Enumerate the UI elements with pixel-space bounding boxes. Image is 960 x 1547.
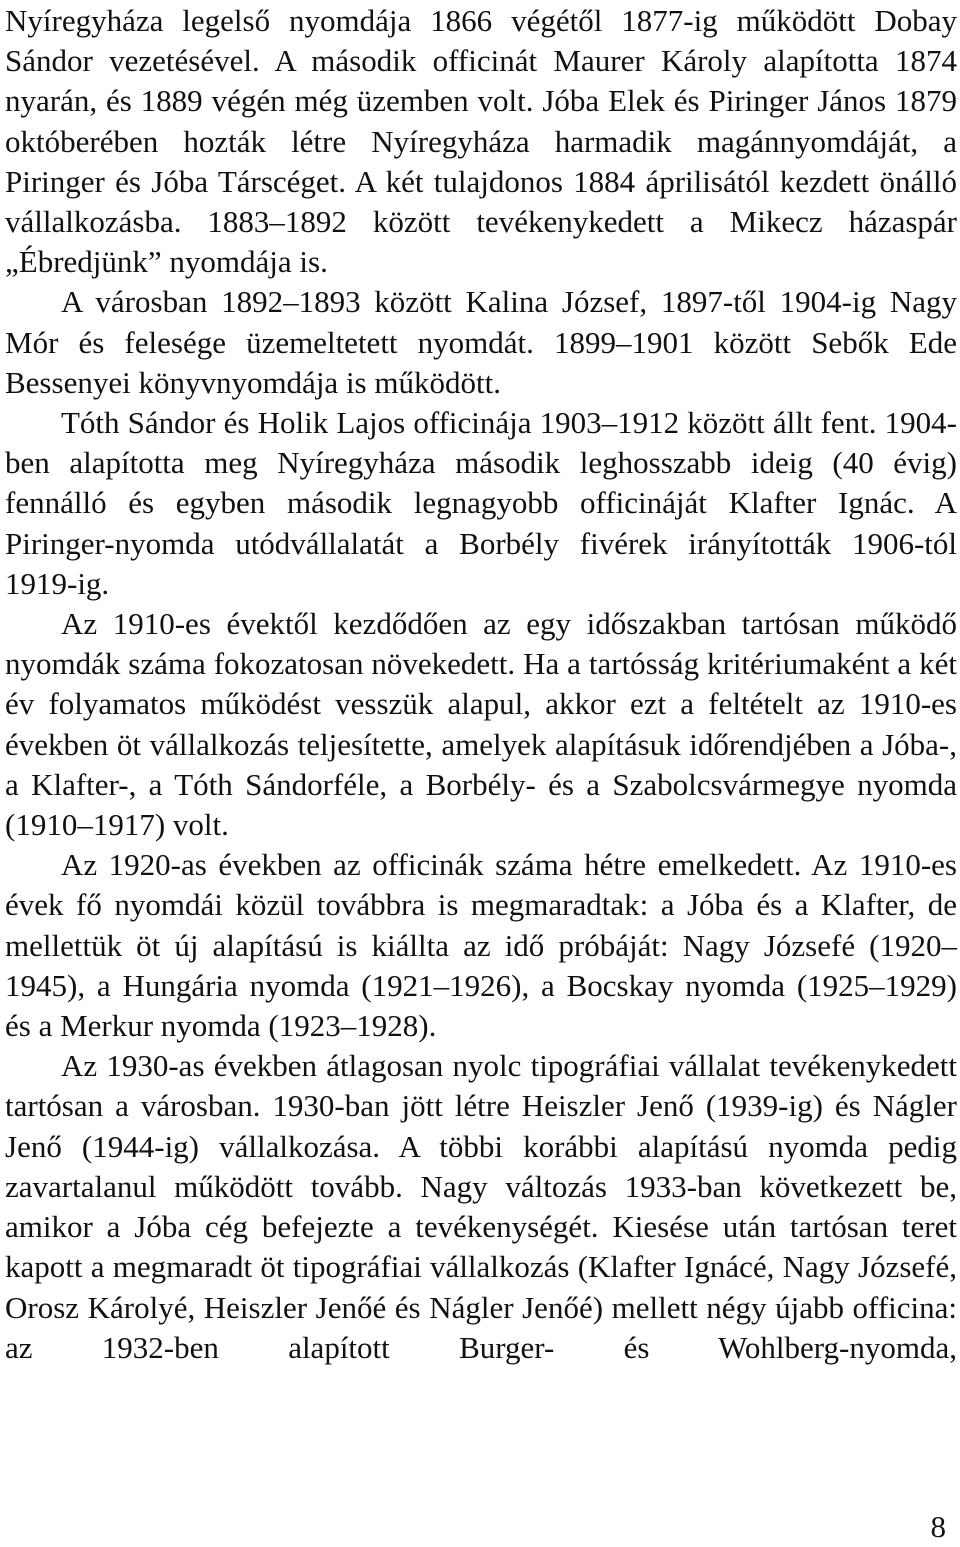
paragraph-5: Az 1920-as években az officinák száma hétre emelkedett. Az 1910-es évek fő nyomdái közül továbbra is megmaradtak: a Jóba és a Klafter, de mellettük öt új alapítású is kiállta az idő próbáját: Nagy Józsefé (1920–1945), a Hungária nyomda (1921–1926), a Bocskay nyomda (1925–1929) és a Merkur nyomda (1923–1928).	[5, 847, 957, 1044]
paragraph-6: Az 1930-as években átlagosan nyolc tipográfiai vállalat tevékenykedett tartósan a városban. 1930-ban jött létre Heiszler Jenő (1939-ig) és Nágler Jenő (1944-ig) vállalkozása. A többi korábbi alapítású nyomda pedig zavartalanul működött tovább. Nagy változás 1933-ban következett be, amikor a Jóba cég befejezte a tevékenységét. Kiesése után tartósan teret kapott a megmaradt öt tipográfiai vállalkozás (Klafter Ignácé, Nagy Józsefé, Orosz Károlyé, Heiszler Jenőé és Nágler Jenőé) mellett négy újabb officina: az 1932-ben alapított Burger- és Wohlberg-nyomda,	[5, 1048, 957, 1365]
paragraph-1: Nyíregyháza legelső nyomdája 1866 végétől 1877-ig működött Dobay Sándor vezetésével. A második officinát Maurer Károly alapította 1874 nyarán, és 1889 végén még üzemben volt. Jóba Elek és Piringer János 1879 októberében hozták létre Nyíregyháza harmadik magánnyomdáját, a Piringer és Jóba Társcéget. A két tulajdonos 1884 áprilisától kezdett önálló vállalkozásba. 1883–1892 között tevékenykedett a Mikecz házaspár „Ébredjünk” nyomdája is.	[5, 3, 957, 280]
document-body	[5, 0, 957, 1368]
page-number: 8	[930, 1509, 946, 1544]
paragraph-3: Tóth Sándor és Holik Lajos officinája 1903–1912 között állt fent. 1904-ben alapította meg Nyíregyháza második leghosszabb ideig (40 évig) fennálló és egyben második legnagyobb officináját Klafter Ignác. A Piringer-nyomda utódvállalatát a Borbély fivérek irányították 1906-tól 1919-ig.	[5, 405, 957, 601]
paragraph-4: Az 1910-es évektől kezdődően az egy időszakban tartósan működő nyomdák száma fokozatosan növekedett. Ha a tartósság kritériumaként a két év folyamatos működést vesszük alapul, akkor ezt a feltételt az 1910-es években öt vállalkozás teljesítette, amelyek alapításuk időrendjében a Jóba-, a Klafter-, a Tóth Sándorféle, a Borbély- és a Szabolcsvármegye nyomda (1910–1917) volt.	[5, 606, 957, 843]
paragraph-2: A városban 1892–1893 között Kalina József, 1897-től 1904-ig Nagy Mór és felesége üzemeltetett nyomdát. 1899–1901 között Sebők Ede Bessenyei könyvnyomdája is működött.	[5, 284, 957, 400]
